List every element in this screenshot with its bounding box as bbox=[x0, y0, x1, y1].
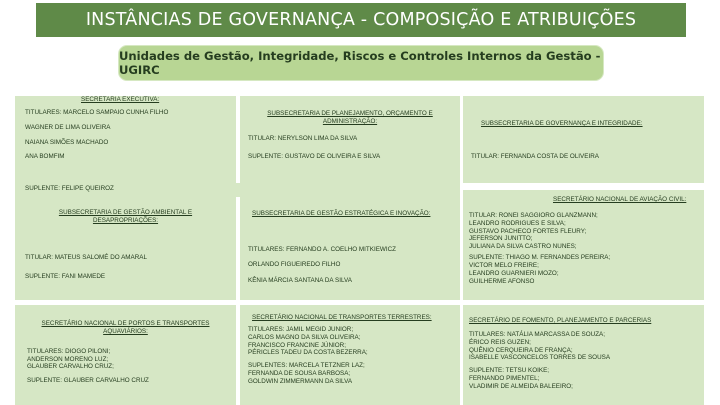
titular-line: TITULAR: FERNANDA COSTA DE OLIVEIRA bbox=[471, 152, 599, 160]
member-line: FERNANDO PIMENTEL; bbox=[469, 375, 540, 383]
member-line: ANDERSON MORENO LUZ; bbox=[27, 355, 109, 363]
suplente-line: SUPLENTE: FANI MAMEDE bbox=[25, 272, 106, 280]
panel-heading: SUBSECRETARIA DE GOVERNANÇA E INTEGRIDADE: bbox=[481, 120, 643, 127]
titulares-line: TITULARES: MARCELO SAMPAIO CUNHA FILHO bbox=[25, 108, 169, 116]
panel-heading: DESAPROPRIAÇÕES: bbox=[92, 216, 159, 224]
suplente-line: SUPLENTE: GLAUBER CARVALHO CRUZ bbox=[27, 377, 149, 385]
panel-heading: SECRETÁRIO NACIONAL DE AVIAÇÃO CIVIL: bbox=[553, 196, 687, 203]
suplente-line: SUPLENTE: THIAGO M. FERNANDES PEREIRA; bbox=[469, 254, 611, 262]
panel-gestao-estrategica bbox=[240, 197, 460, 300]
titulares-line: TITULARES: FERNANDO A. COELHO MITKIEWICZ bbox=[248, 245, 396, 253]
member-line: ÉRICO REIS GUZEN; bbox=[469, 338, 531, 346]
member-line: CARLOS MAGNO DA SILVA OLIVEIRA; bbox=[248, 333, 361, 341]
suplente-line: SUPLENTE: FELIPE QUEIROZ bbox=[25, 185, 114, 192]
panel-heading: AQUAVIÁRIOS: bbox=[103, 327, 148, 335]
titular-line: TITULAR: MATEUS SALOMÉ DO AMARAL bbox=[25, 253, 147, 261]
titular-line: TITULAR: NERYLSON LIMA DA SILVA bbox=[248, 134, 358, 142]
panel-suplente-row bbox=[15, 183, 460, 197]
member-line: JEFERSON JUNITTO; bbox=[469, 235, 533, 243]
member-line: FRANCISCO FRANCINE JÚNIOR; bbox=[248, 341, 346, 349]
member-line: GUILHERME AFONSO bbox=[469, 277, 535, 285]
member-line: GLAUBER CARVALHO CRUZ; bbox=[27, 363, 114, 371]
titulares-line: TITULARES: NATÁLIA MARCASSA DE SOUZA; bbox=[469, 330, 605, 338]
suplente-line: SUPLENTE: TETSU KOIKE; bbox=[469, 367, 550, 375]
panel-heading: ADMINISTRAÇÃO: bbox=[322, 117, 378, 125]
member-line: ORLANDO FIGUEIREDO FILHO bbox=[248, 260, 341, 268]
panel-fomento bbox=[463, 305, 704, 405]
member-line: FERNANDA DE SOUSA BARBOSA; bbox=[248, 370, 351, 378]
member-line: PÉRICLES TADEU DA COSTA BEZERRA; bbox=[248, 349, 368, 357]
member-line: ISABELLE VASCONCELOS TORRES DE SOUSA bbox=[469, 354, 611, 362]
page-title: INSTÂNCIAS DE GOVERNANÇA - COMPOSIÇÃO E ATRIBUIÇÕES bbox=[36, 3, 686, 37]
titular-line: TITULAR: RONEI SAGGIORO GLANZMANN; bbox=[469, 211, 598, 219]
panel-planejamento bbox=[240, 96, 460, 183]
panel-heading: SUBSECRETARIA DE PLANEJAMENTO, ORÇAMENTO E bbox=[267, 110, 433, 117]
titulares-line: TITULARES: DIOGO PILONI; bbox=[27, 347, 111, 355]
member-line: GOLDWIN ZIMMERMANN DA SILVA bbox=[248, 378, 353, 386]
suplente-line: SUPLENTES: MARCELA TETZNER LAZ; bbox=[248, 362, 365, 370]
member-line: GUSTAVO PACHECO FORTES FLEURY; bbox=[469, 227, 587, 235]
panel-governanca bbox=[463, 96, 704, 183]
panel-secretaria-executiva bbox=[15, 96, 236, 183]
member-line: VICTOR MELO FREIRE; bbox=[469, 262, 539, 270]
panel-gestao-ambiental bbox=[15, 197, 236, 300]
panel-heading: SUBSECRETARIA DE GESTÃO AMBIENTAL E bbox=[58, 209, 193, 216]
member-line: LEANDRO GUARNIERI MOZO; bbox=[469, 269, 559, 277]
member-line: NAIANA SIMÕES MACHADO bbox=[25, 138, 109, 146]
unit-title: Unidades de Gestão, Integridade, Riscos e Controles Internos da Gestão - UGIRC bbox=[119, 49, 601, 77]
unit-box bbox=[118, 45, 604, 81]
panel-heading: SECRETÁRIO DE FOMENTO, PLANEJAMENTO E PARCERIAS bbox=[469, 317, 652, 324]
panel-portos bbox=[15, 305, 236, 405]
member-line: WAGNER DE LIMA OLIVEIRA bbox=[25, 123, 111, 131]
member-line: JULIANA DA SILVA CASTRO NUNES; bbox=[469, 243, 577, 251]
panel-heading: SUBSECRETARIA DE GESTÃO ESTRATÉGICA E INOVAÇÃO: bbox=[252, 210, 431, 217]
panel-aviacao-civil bbox=[463, 190, 704, 300]
titulares-line: TITULARES: JAMIL MEGID JUNIOR; bbox=[248, 325, 354, 333]
panel-heading: SECRETÁRIO NACIONAL DE PORTOS E TRANSPORTES bbox=[41, 320, 210, 327]
suplente-line: SUPLENTE: GUSTAVO DE OLIVEIRA E SILVA bbox=[248, 152, 381, 160]
panel-heading: SECRETÁRIO NACIONAL DE TRANSPORTES TERRESTRES: bbox=[252, 314, 432, 321]
member-line: LEANDRO RODRIGUES E SILVA; bbox=[469, 219, 566, 227]
member-line: ANA BOMFIM bbox=[25, 153, 65, 161]
member-line: KÊNIA MÁRCIA SANTANA DA SILVA bbox=[248, 276, 352, 284]
member-line: QUÊNIO CERQUEIRA DE FRANÇA; bbox=[469, 346, 573, 354]
panel-transportes-terrestres bbox=[240, 305, 460, 405]
panel-heading: SECRETARIA EXECUTIVA: bbox=[81, 96, 160, 103]
member-line: VLADIMIR DE ALMEIDA BALEEIRO; bbox=[469, 383, 573, 391]
